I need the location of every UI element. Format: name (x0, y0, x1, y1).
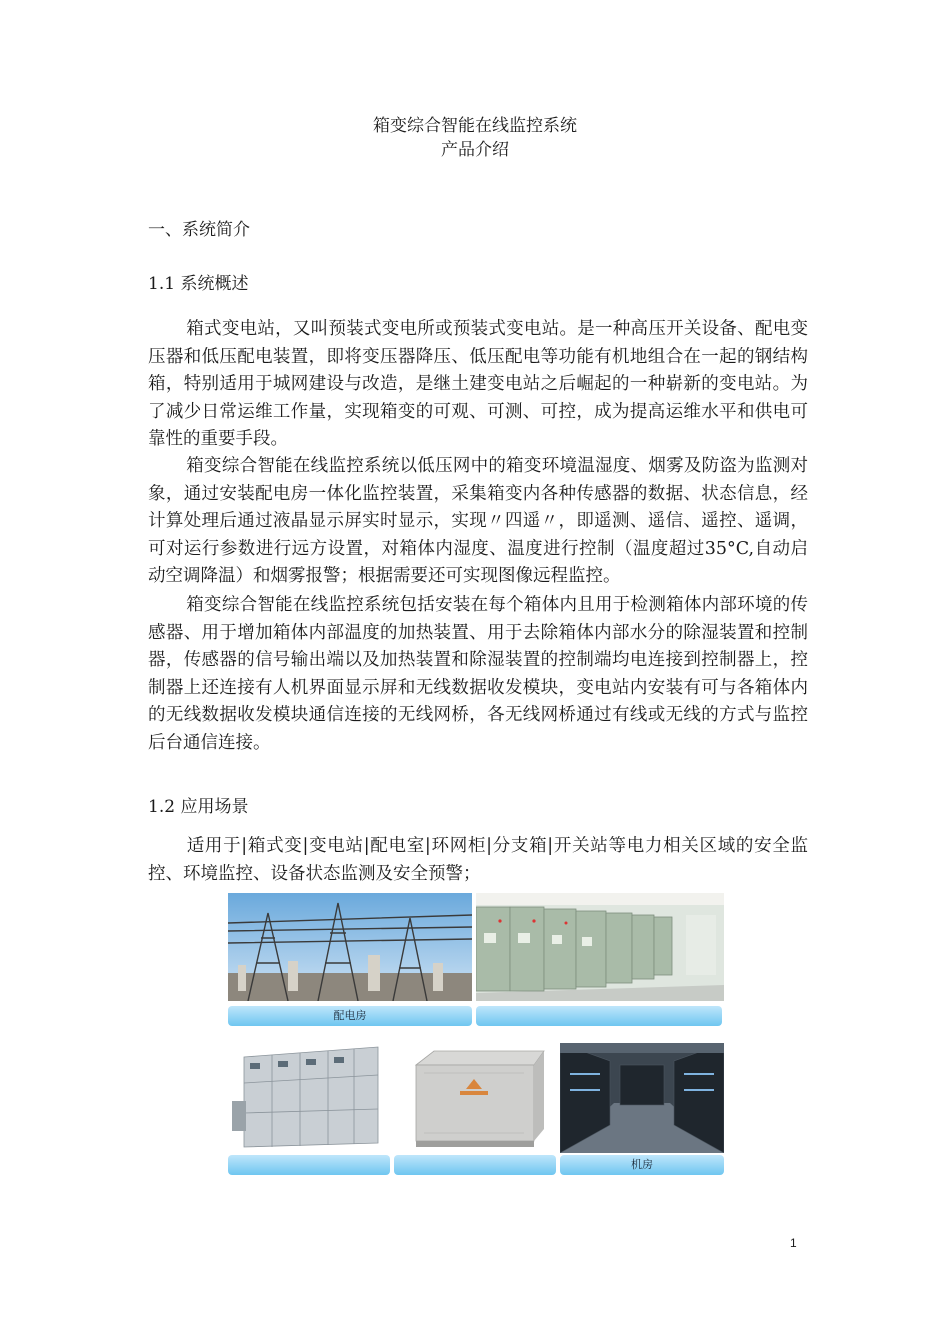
paragraph-scenarios (148, 833, 808, 888)
subsection-heading-scenarios: 1.2 应用场景 (148, 797, 249, 817)
doc-subtitle: 产品介绍 (441, 140, 509, 160)
paragraph-overview-1 (148, 316, 808, 454)
paragraph-text: 箱式变电站，又叫预装式变电所或预装式变电站。是一种高压开关设备、配电变压器和低压配电装置，即将变压器降压、低压配电等功能有机地组合在一起的钢结构箱，特别适用于城网建设与改造，是继土建变电站之后崛起的一种崭新的变电站。为了减少日常运维工作量，实现箱变的可观、可测、可控，成为提高运维水平和供电可靠性的重要手段。 (148, 319, 808, 449)
paragraph-text: 适用于|箱式变|变电站|配电室|环网柜|分支箱|开关站等电力相关区域的安全监控、环境监控、设备状态监测及安全预警； (148, 836, 808, 884)
paragraph-text: 箱变综合智能在线监控系统以低压网中的箱变环境温湿度、烟雾及防盗为监测对象，通过安装配电房一体化监控装置，采集箱变内各种传感器的数据、状态信息，经计算处理后通过液晶显示屏实时显示，实现〃四遥〃，即遥测、遥信、遥控、遥调，可对运行参数进行远方设置，对箱体内湿度、温度进行控制（温度超过35°C,自动启动空调降温）和烟雾报警；根据需要还可实现图像远程监控。 (148, 456, 808, 586)
subsection-heading-overview: 1.1 系统概述 (148, 274, 249, 294)
server-room-photo (560, 1043, 724, 1153)
switchgear-room-photo (476, 893, 724, 1001)
caption-ring-main-unit (228, 1155, 390, 1175)
substation-photo (228, 893, 472, 1001)
paragraph-overview-3 (148, 592, 808, 757)
caption-box-transformer (394, 1155, 556, 1175)
section-heading: 一、系统简介 (148, 220, 250, 240)
box-transformer-photo (394, 1043, 556, 1153)
doc-title: 箱变综合智能在线监控系统 (373, 116, 577, 136)
caption-distribution-room: 配电房 (228, 1006, 472, 1026)
paragraph-overview-2 (148, 453, 808, 591)
caption-switch-room (476, 1006, 722, 1026)
caption-server-room: 机房 (560, 1155, 724, 1175)
application-scene-figure (228, 893, 724, 1177)
ring-main-unit-photo (228, 1043, 390, 1153)
page-number: 1 (790, 1236, 797, 1250)
paragraph-text: 箱变综合智能在线监控系统包括安装在每个箱体内且用于检测箱体内部环境的传感器、用于增加箱体内部温度的加热装置、用于去除箱体内部水分的除湿装置和控制器，传感器的信号输出端以及加热装置和除湿装置的控制端均电连接到控制器上，控制器上还连接有人机界面显示屏和无线数据收发模块，变电站内安装有可与各箱体内的无线数据收发模块通信连接的无线网桥，各无线网桥通过有线或无线的方式与监控后台通信连接。 (148, 595, 808, 753)
